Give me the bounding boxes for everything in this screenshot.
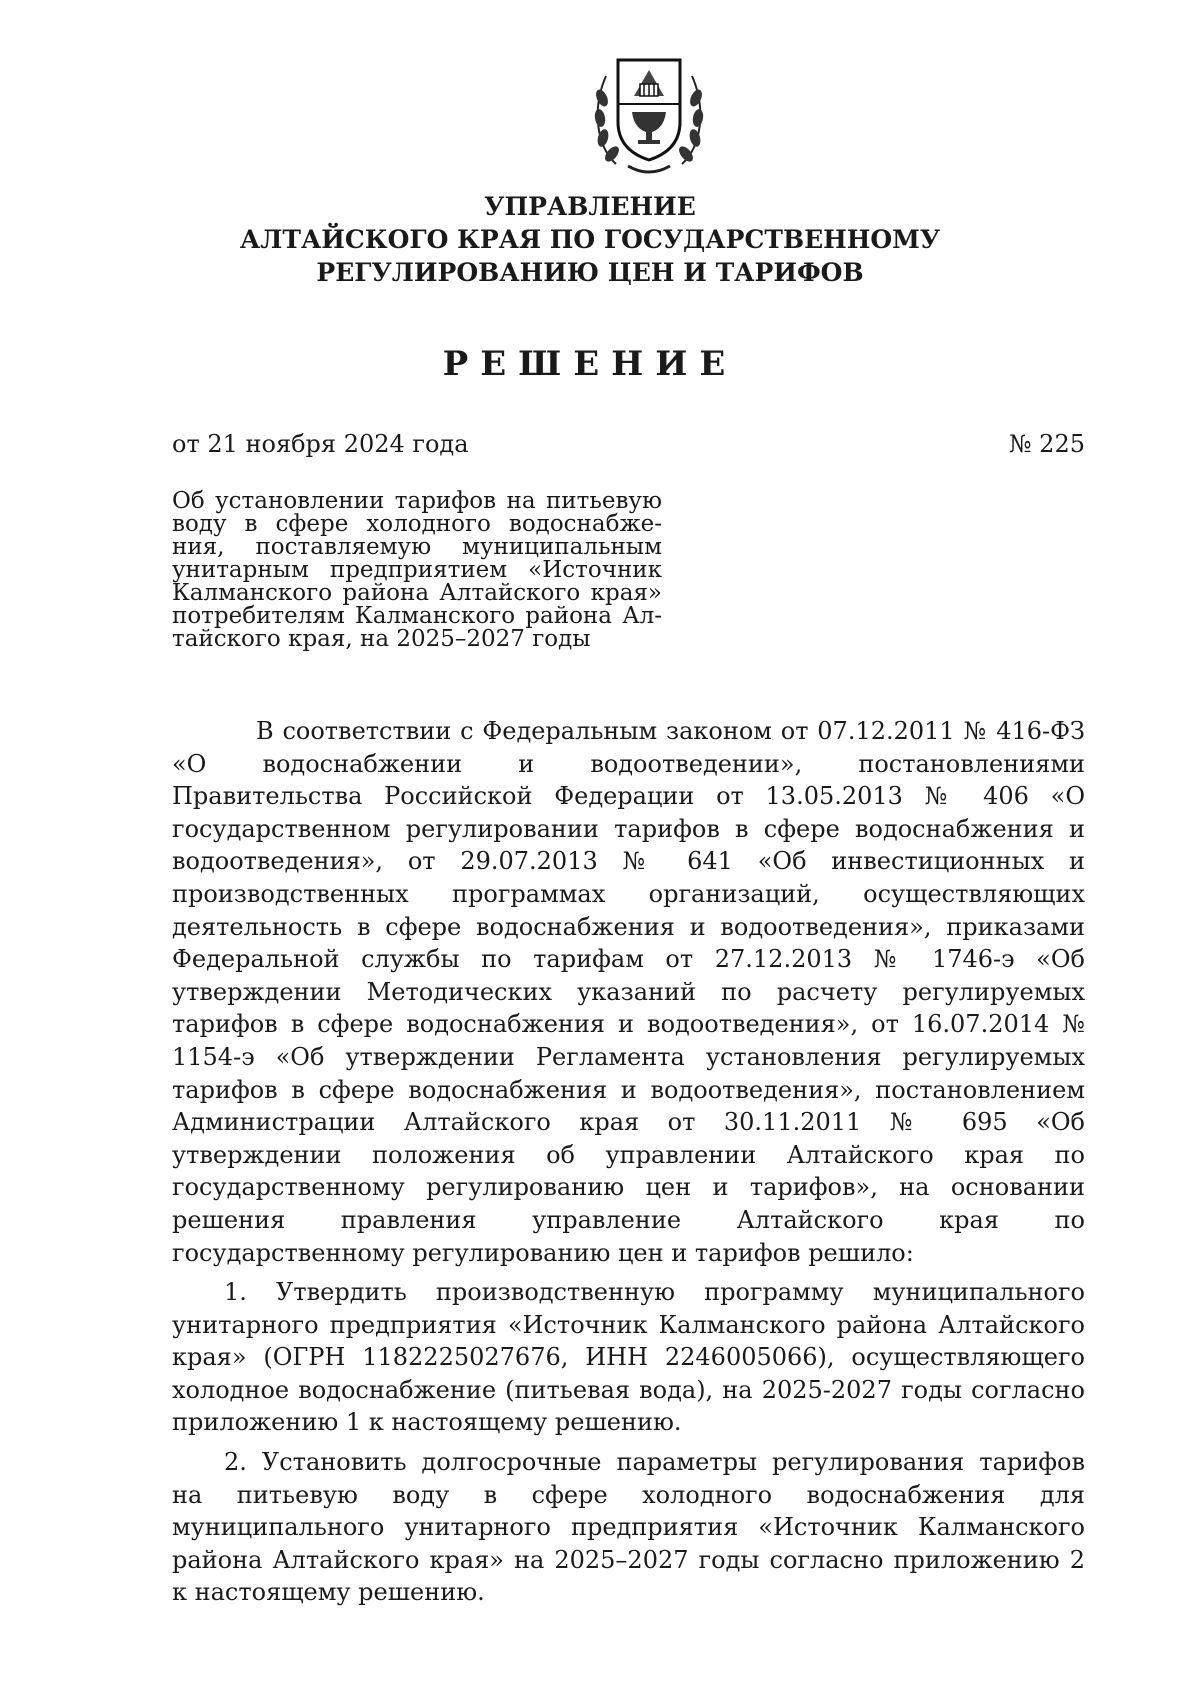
coat-of-arms-icon [590, 46, 708, 178]
document-number: № 225 [1008, 430, 1085, 458]
resolution-item-2: 2. Установить долгосрочные параметры регулирования тарифов на питьевую воду в сфере холодного водоснабжения для муниципального унитарного предприятия «Источник Калманского района Алтайского края» на 2025–2027 годы согласно приложению 2 к настоящему решению. [172, 1448, 1085, 1607]
document-subject: Об установлении тарифов на питьевую воду в сфере холодного водоснабже-ния, поставляемую муниципальным унитарным предприятием «Источник Калманского района Алтайского края» потребителям Калманского района Ал-тайского края, на 2025–2027 годы [172, 488, 662, 652]
org-line-3: РЕГУЛИРОВАНИЮ ЦЕН И ТАРИФОВ [316, 258, 864, 287]
org-line-1: УПРАВЛЕНИЕ [484, 192, 696, 221]
document-type-title: РЕШЕНИЕ [442, 344, 738, 384]
resolution-item-1: 1. Утвердить производственную программу муниципального унитарного предприятия «Источник Калманского района Алтайского края» (ОГРН 1182225027676, ИНН 2246005066), осуществляющего холодное водоснабжение (питьевая вода), на 2025-2027 годы согласно приложению 1 к настоящему решению. [172, 1278, 1085, 1437]
document-date: от 21 ноября 2024 года [172, 430, 469, 458]
preamble-paragraph: В соответствии с Федеральным законом от 07.12.2011 № 416-ФЗ «О водоснабжении и водоотведении», постановлениями Правительства Российской Федерации от 13.05.2013 № 406 «О государственном регулировании тарифов в сфере водоснабжения и водоотведения», от 29.07.2013 № 641 «Об инвестиционных и производственных программах организаций, осуществляющих деятельность в сфере водоснабжения и водоотведения», приказами Федеральной службы по тарифам от 27.12.2013 № 1746-э «Об утверждении Методических указаний по расчету регулируемых тарифов в сфере водоснабжения и водоотведения», от 16.07.2014 № 1154-э «Об утверждении Регламента установления регулируемых тарифов в сфере водоснабжения и водоотведения», постановлением Администрации Алтайского края от 30.11.2011 № 695 «Об утверждении положения об управлении Алтайского края по государственному регулированию цен и тарифов», на основании решения правления управление Алтайского края по государственному регулированию цен и тарифов решило: [172, 717, 1085, 1267]
organization-name [160, 190, 1020, 289]
org-line-2: АЛТАЙСКОГО КРАЯ ПО ГОСУДАРСТВЕННОМУ [239, 225, 941, 254]
document-body [172, 715, 1085, 1616]
